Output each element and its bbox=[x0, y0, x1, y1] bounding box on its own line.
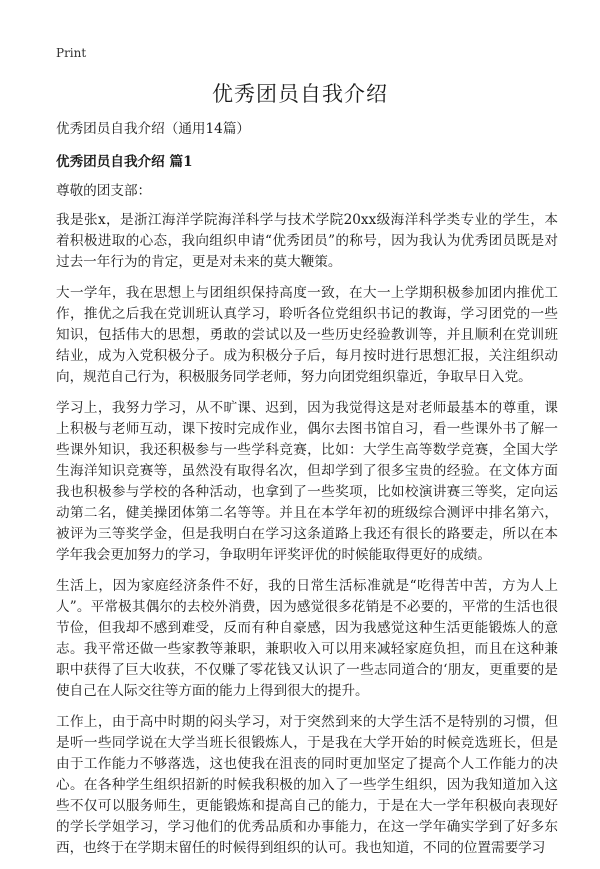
paragraph-work: 工作上，由于高中时期的闷头学习，对于突然到来的大学生活不是特别的习惯，但是听一些同学说在大学当班长很锻炼人，于是我在大学开始的时候竞选班长，但是由于工作能力不够落选，这也使我在沮丧的同时更加坚定了提高个人工作能力的决心。在各种学生组织招新的时候我积极的加入了一些学生组织，因为我知道加入这些不仅可以服务师生，更能锻炼和提高自己的能力，于是在大一学年积极向表现好的学长学姐学习，学习他们的优秀品质和办事能力，在这一学年确实学到了好多东西，也终于在学期末留任的时候得到组织的认可。我也知道，不同的位置需要学习 bbox=[56, 714, 558, 856]
greeting: 尊敬的团支部： bbox=[56, 183, 152, 199]
paragraph-study: 学习上，我努力学习，从不旷课、迟到，因为我觉得这是对老师最基本的尊重，课上积极与老师互动，课下按时完成作业，偶尔去图书馆自习，看一些课外书了解一些课外知识，我还积极参与一些学科竞赛，比如：大学生高等数学竞赛，全国大学生海洋知识竞赛等，虽然没有取得名次，但却学到了很多宝贵的经验。在文体方面我也积极参与学校的各种活动，也拿到了一些奖项，比如校演讲赛三等奖，定向运动第二名，健美操团体第二名等等。并且在本学年初的班级综合测评中排名第六，被评为三等奖学金，但是我明白在学习这条道路上我还有很长的路要走，所以在本学年我会更加努力的学习，争取明年评奖评优的时候能取得更好的成绩。 bbox=[56, 400, 558, 563]
document-subtitle: 优秀团员自我介绍（通用14篇） bbox=[56, 121, 251, 137]
page-title: 优秀团员自我介绍 bbox=[212, 82, 388, 106]
paragraph-thought: 大一学年，我在思想上与团组织保持高度一致，在大一上学期积极参加团内推优工作，推优之后我在党训班认真学习，聆听各位党组织书记的教诲，学习团党的一些知识，包括伟大的思想，勇敢的尝试以及一些历史经验教训等，并且顺利在党训班结业，成为入党积极分子。成为积极分子后，每月按时进行思想汇报，关注组织动向，规范自己行为，积极服务同学老师，努力向团党组织靠近，争取早日入党。 bbox=[56, 285, 558, 385]
print-label: Print bbox=[56, 46, 87, 60]
paragraph-intro: 我是张x，是浙江海洋学院海洋科学与技术学院20xx级海洋科学类专业的学生，本着积极进取的心态，我向组织申请“优秀团员”的称号，因为我认为优秀团员既是对过去一年行为的肯定，更是对未来的莫大鞭策。 bbox=[56, 212, 558, 270]
paragraph-life: 生活上，因为家庭经济条件不好，我的日常生活标准就是“吃得苦中苦，方为人上人”。平常极其偶尔的去校外消费，因为感觉很多花销是不必要的，平常的生活也很节俭，但我却不感到难受，反而有种自豪感，因为我感觉这种生活更能锻炼人的意志。我平常还做一些家教等兼职，兼职收入可以用来减轻家庭负担，而且在这种兼职中获得了巨大收获，不仅赚了零花钱又认识了一些志同道合的‘朋友，更重要的是使自己在人际交往等方面的能力上得到很大的提升。 bbox=[56, 578, 558, 699]
section-heading: 优秀团员自我介绍 篇1 bbox=[56, 154, 193, 170]
document-body bbox=[56, 119, 558, 869]
